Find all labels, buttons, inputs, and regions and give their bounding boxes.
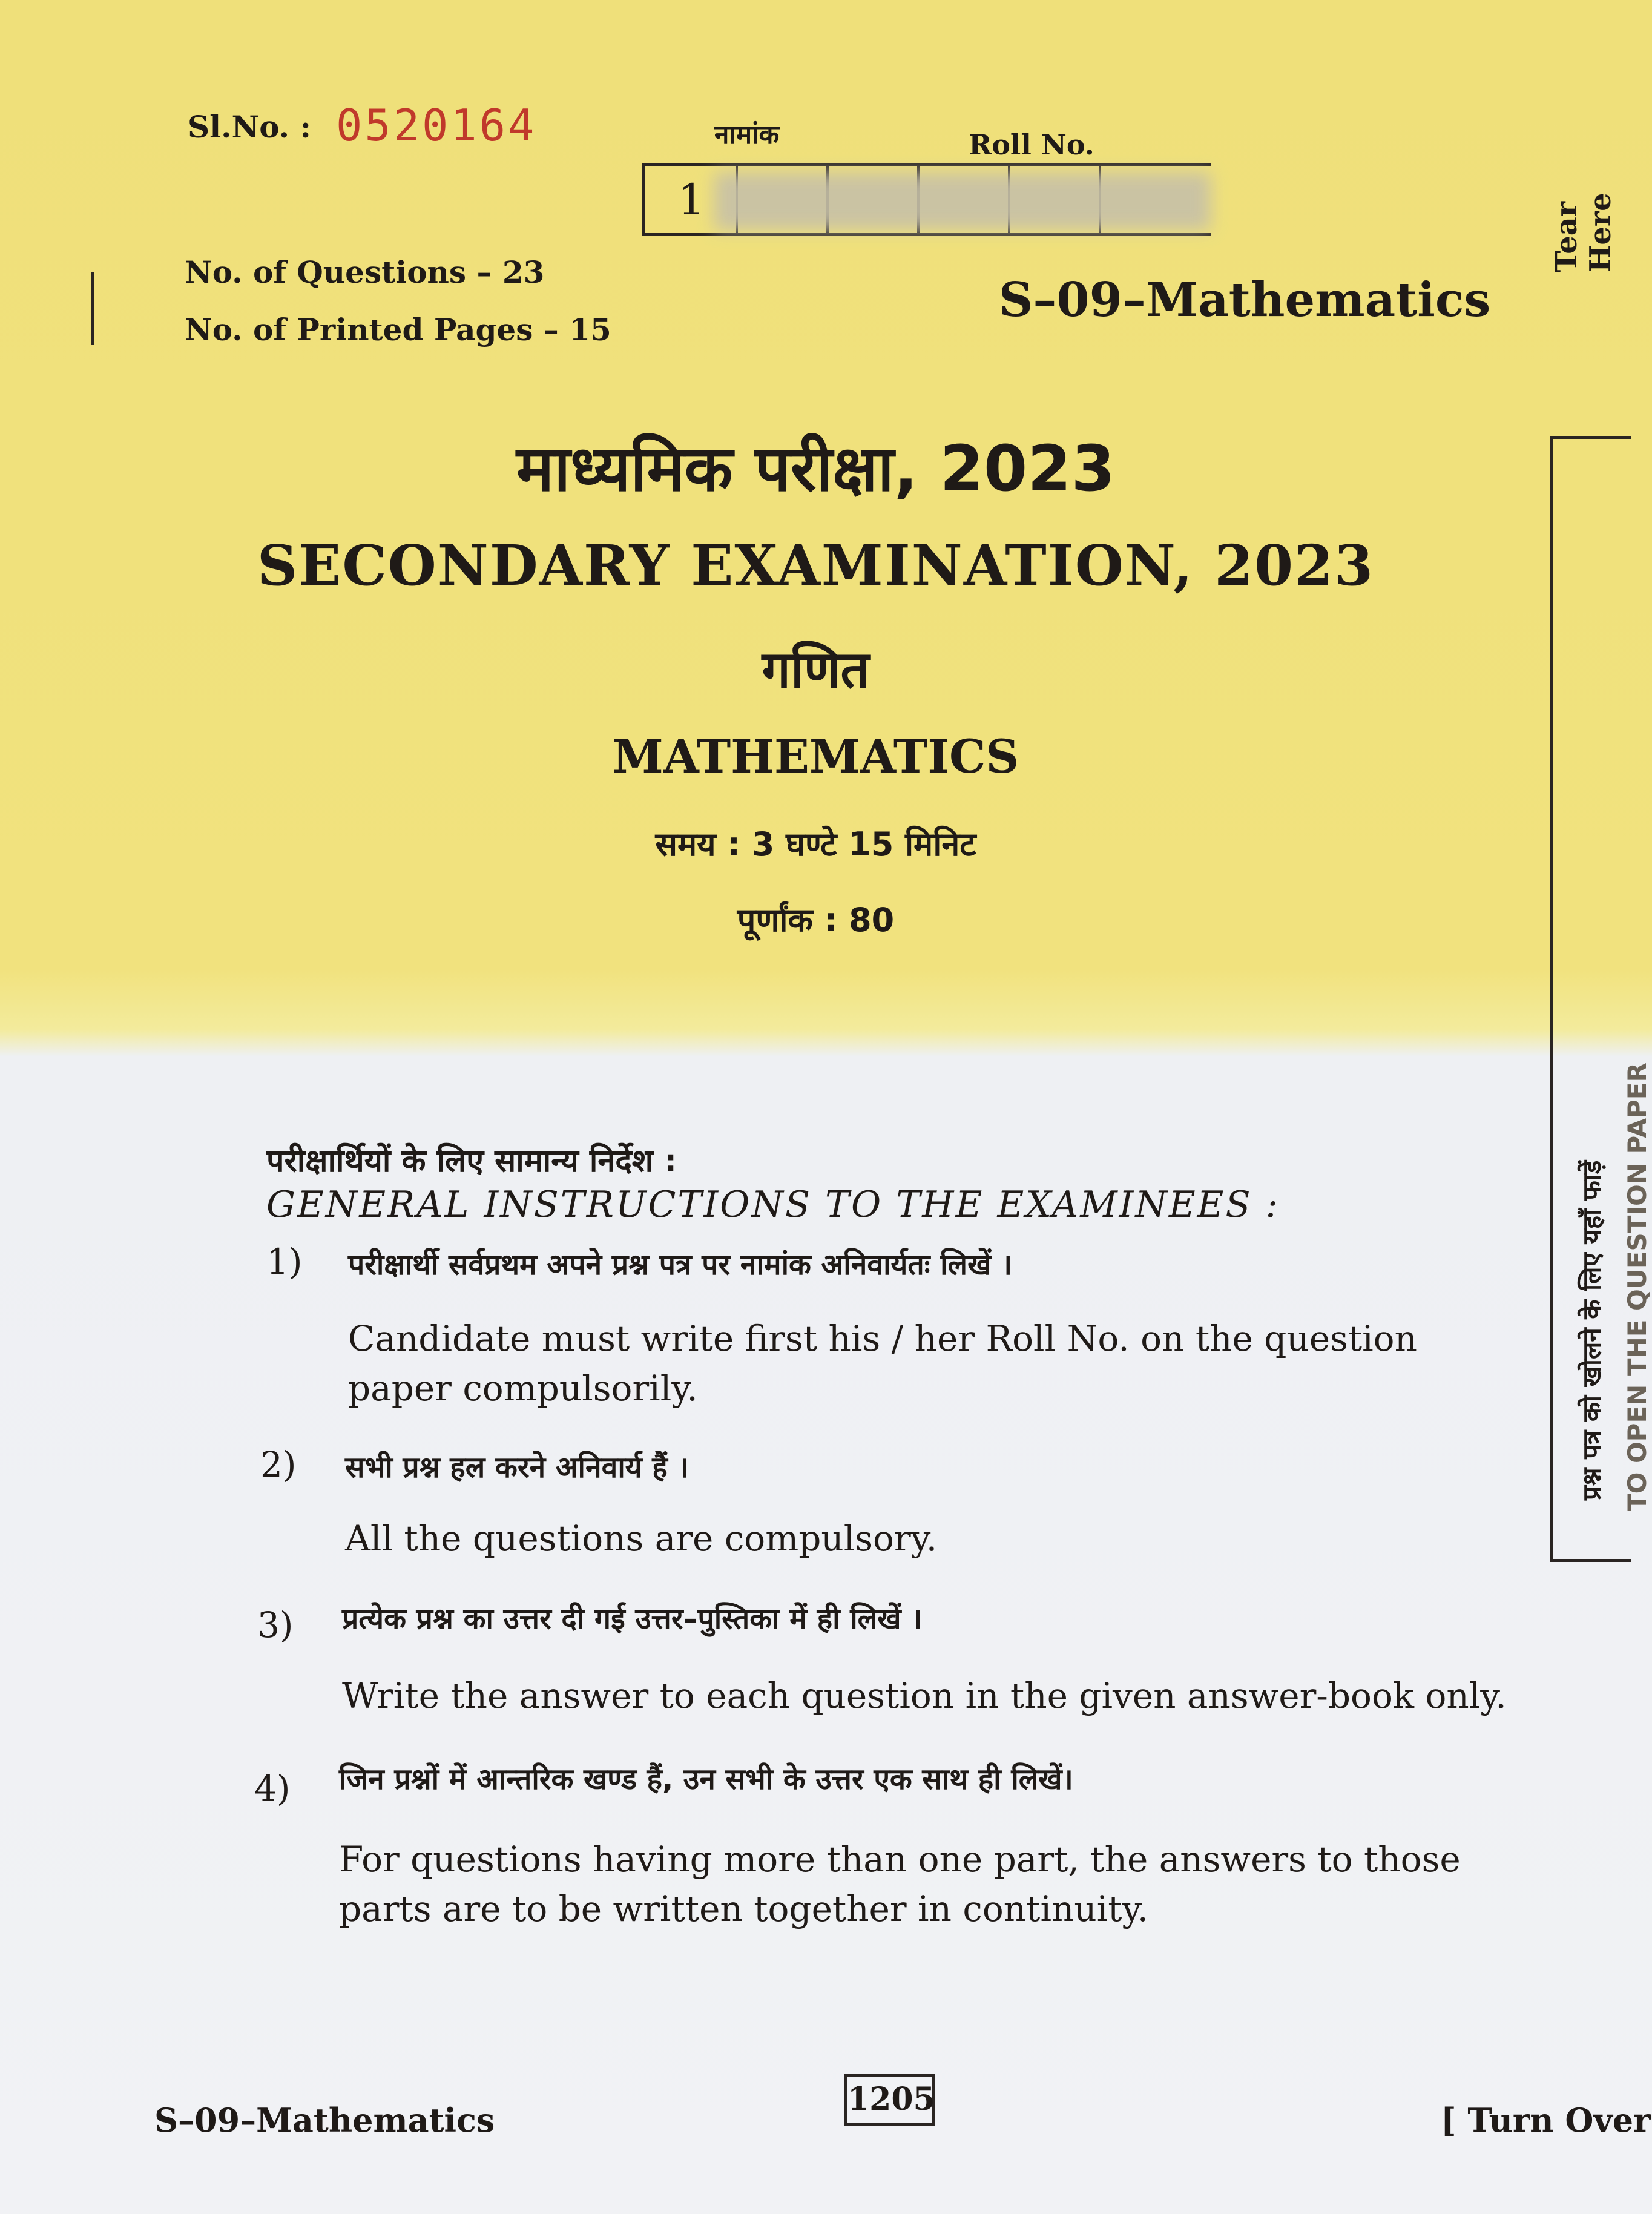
roll-digit: 1 (678, 175, 705, 225)
instruction-english: All the questions are compulsory. (345, 1518, 938, 1559)
redacted-roll-number (714, 173, 1211, 230)
roll-label: Roll No. (969, 128, 1094, 161)
questions-count: No. of Questions – 23 (185, 254, 545, 290)
exam-title-hindi: माध्यमिक परीक्षा, 2023 (516, 432, 1115, 506)
roll-number-box[interactable] (642, 163, 1211, 236)
instruction-hindi: सभी प्रश्न हल करने अनिवार्य हैं । (345, 1451, 689, 1484)
exam-time: समय : 3 घण्टे 15 मिनिट (655, 825, 976, 863)
instruction-english: Candidate must write first his / her Roll No. on the question paper compulsorily. (348, 1318, 1417, 1409)
instruction-number: 4) (254, 1768, 291, 1809)
instruction-hindi: प्रत्येक प्रश्न का उत्तर दी गई उत्तर–पुस्तिका में ही लिखें । (342, 1602, 923, 1636)
instruction-number: 1) (266, 1241, 303, 1282)
tear-open-hindi: प्रश्न पत्र को खोलने के लिए यहाँ फाड़ें (1577, 1160, 1607, 1500)
tear-open-english: TO OPEN THE QUESTION PAPER (1622, 1063, 1652, 1511)
instruction-number: 2) (260, 1444, 297, 1485)
tear-here-label: Tear Here (1550, 193, 1617, 272)
instruction-number: 3) (257, 1604, 294, 1646)
margin-mark (91, 272, 94, 345)
instruction-english: For questions having more than one part, the answers to those parts are to be written together in continuity. (339, 1839, 1461, 1929)
footer-paper-code: S–09–Mathematics (154, 2101, 495, 2140)
instruction-hindi: परीक्षार्थी सर्वप्रथम अपने प्रश्न पत्र पर नामांक अनिवार्यतः लिखें । (348, 1248, 1013, 1282)
max-marks: पूर्णांक : 80 (737, 901, 895, 939)
instructions-heading-english: GENERAL INSTRUCTIONS TO THE EXAMINEES : (266, 1184, 1280, 1226)
subject-english: MATHEMATICS (612, 730, 1019, 783)
paper-code: S–09–Mathematics (999, 272, 1491, 328)
instruction-english: Write the answer to each question in the given answer-book only. (342, 1675, 1507, 1716)
serial-number: 0520164 (336, 100, 537, 151)
page-code: 1205 (844, 2074, 935, 2126)
tear-open-box[interactable] (1550, 436, 1652, 1562)
serial-label: Sl.No. : (188, 109, 311, 145)
subject-hindi: गणित (762, 640, 870, 699)
instructions-heading-hindi: परीक्षार्थियों के लिए सामान्य निर्देश : (266, 1143, 677, 1179)
instruction-hindi: जिन प्रश्नों में आन्तरिक खण्ड हैं, उन सभी के उत्तर एक साथ ही लिखें। (339, 1762, 1073, 1796)
printed-pages: No. of Printed Pages – 15 (185, 312, 611, 348)
exam-title-english: SECONDARY EXAMINATION, 2023 (257, 533, 1375, 598)
namank-label: नामांक (714, 119, 780, 150)
turn-over-label: [ Turn Over (1441, 2101, 1651, 2140)
